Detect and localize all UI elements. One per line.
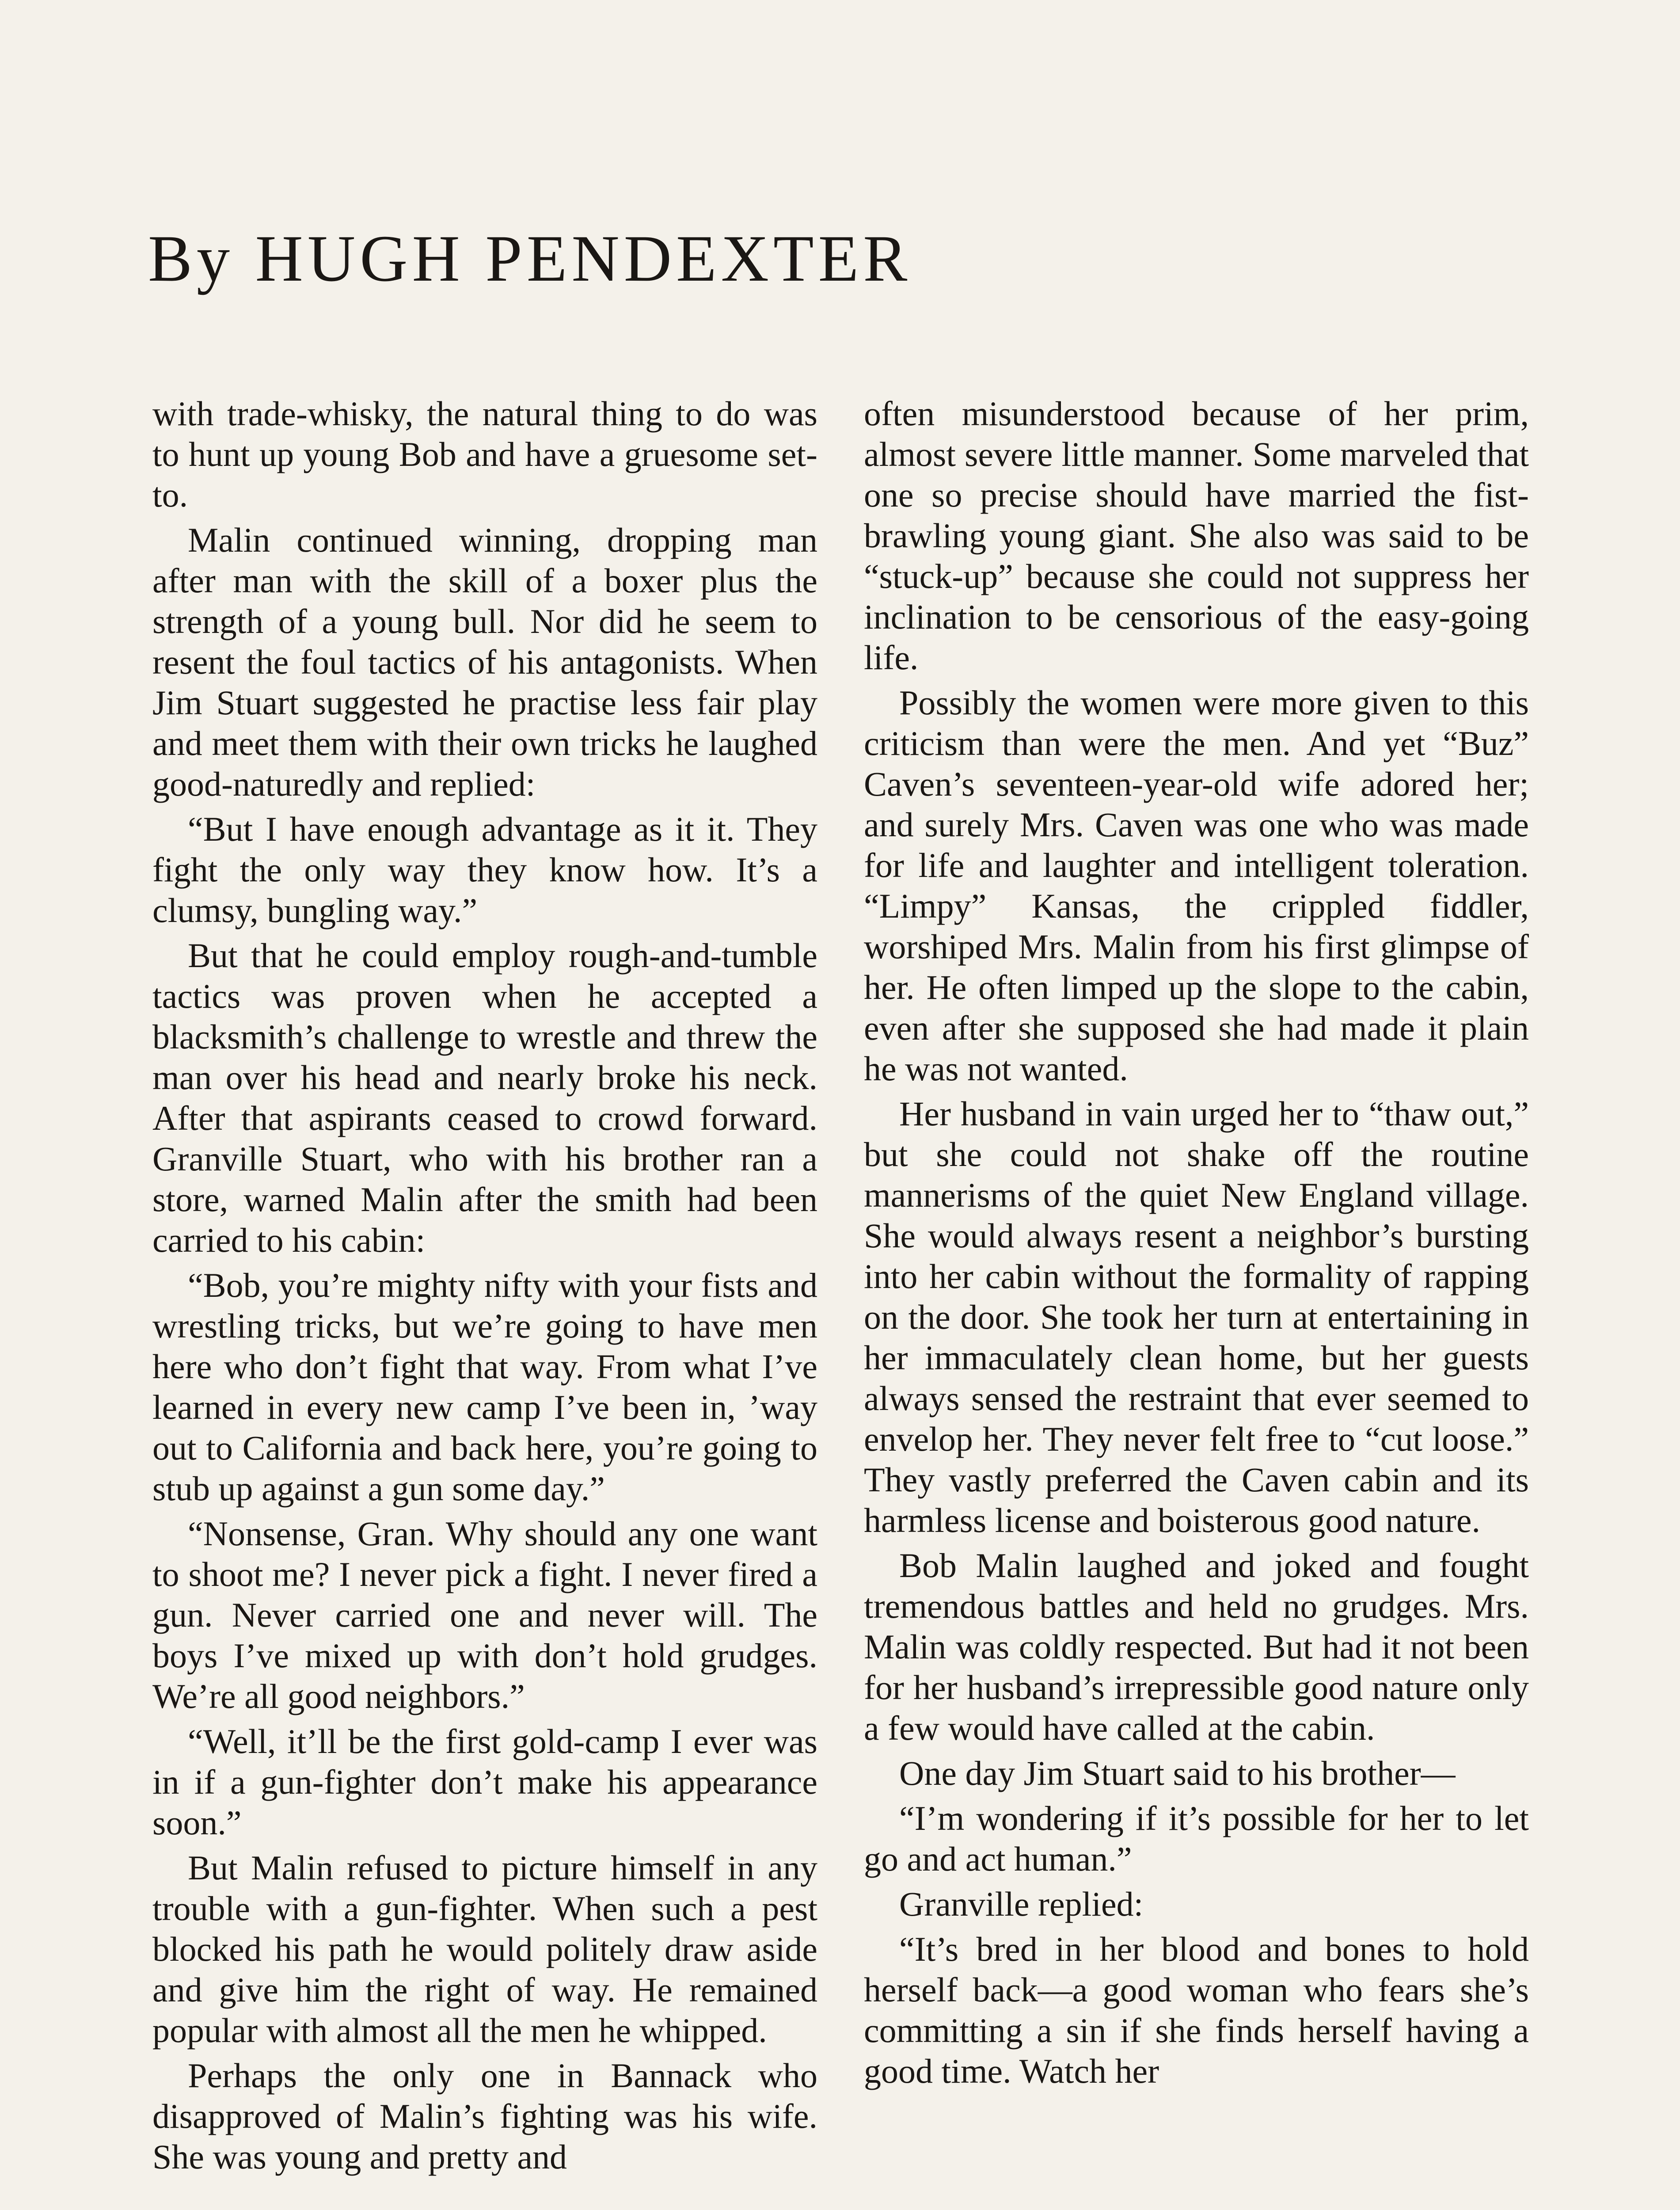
paragraph: But Malin refused to picture himself in any trouble with a gun-fighter. When such a pest blocked his path he would politely draw aside and give him the right of way. He remained popular with almost all the men he whipped. xyxy=(152,1848,817,2050)
paragraph: One day Jim Stuart said to his brother— xyxy=(899,1754,1456,1792)
paragraph: often misunderstood because of her prim, almost severe little manner. Some marveled that one so precise should have married the fist-brawling young giant. She also was said to be “stuck-up” because she could not suppress her inclination to be censorious of the easy-going life. xyxy=(864,394,1529,677)
paragraph: “Well, it’ll be the first gold-camp I ever was in if a gun-fighter don’t make his appearance soon.” xyxy=(152,1722,817,1842)
paragraph: “I’m wondering if it’s possible for her to let go and act human.” xyxy=(864,1799,1529,1878)
paragraph: Bob Malin laughed and joked and fought tremendous battles and held no grudges. Mrs. Malin was coldly respected. But had it not been for her husband’s irrepressible good nature only a few would have called at the cabin. xyxy=(864,1546,1529,1747)
paragraph: Perhaps the only one in Bannack who disapproved of Malin’s fighting was his wife. She was young and pretty and xyxy=(152,2056,817,2176)
paragraph: Malin continued winning, dropping man after man with the skill of a boxer plus the strength of a young bull. Nor did he seem to resent the foul tactics of his antagonists. When Jim Stuart suggested he practise less fair play and meet them with their own tricks he laughed good-naturedly and replied: xyxy=(152,521,817,803)
paragraph: “Bob, you’re mighty nifty with your fists and wrestling tricks, but we’re going to have men here who don’t fight that way. From what I’ve learned in every new camp I’ve been in, ’way out to California and back here, you’re going to stub up against a gun some day.” xyxy=(152,1266,817,1508)
paragraph: “But I have enough advantage as it it. They fight the only way they know how. It’s a clumsy, bungling way.” xyxy=(152,810,817,930)
paragraph: “It’s bred in her blood and bones to hold herself back—a good woman who fears she’s committing a sin if she finds herself having a good time. Watch her xyxy=(864,1930,1529,2090)
paragraph: But that he could employ rough-and-tumble tactics was proven when he accepted a blacksmith’s challenge to wrestle and threw the man over his head and nearly broke his neck. After that aspirants ceased to crowd forward. Granville Stuart, who with his brother ran a store, warned Malin after the smith had been carried to his cabin: xyxy=(152,936,817,1259)
paragraph: Her husband in vain urged her to “thaw out,” but she could not shake off the routine mannerisms of the quiet New England village. She would always resent a neighbor’s bursting into her cabin without the formality of rapping on the door. She took her turn at entertaining in her immaculately clean home, but her guests always sensed the restraint that ever seemed to envelop her. They never felt free to “cut loose.” They vastly preferred the Caven cabin and its harmless license and boisterous good nature. xyxy=(864,1094,1529,1539)
byline: By HUGH PENDEXTER xyxy=(148,222,912,295)
right-column xyxy=(864,393,1529,2096)
paragraph: Granville replied: xyxy=(899,1885,1144,1923)
paragraph: “Nonsense, Gran. Why should any one want to shoot me? I never pick a fight. I never fired a gun. Never carried one and never will. The boys I’ve mixed up with don’t hold grudges. We’re all good neighbors.” xyxy=(152,1514,817,1715)
left-column xyxy=(152,393,817,2182)
paragraph: Possibly the women were more given to this criticism than were the men. And yet “Buz” Caven’s seventeen-year-old wife adored her; and surely Mrs. Caven was one who was made for life and laughter and intelligent toleration. “Limpy” Kansas, the crippled fiddler, worshiped Mrs. Malin from his first glimpse of her. He often limped up the slope to the cabin, even after she supposed she had made it plain he was not wanted. xyxy=(864,683,1529,1088)
paragraph: with trade-whisky, the natural thing to do was to hunt up young Bob and have a gruesome set-to. xyxy=(152,394,817,514)
